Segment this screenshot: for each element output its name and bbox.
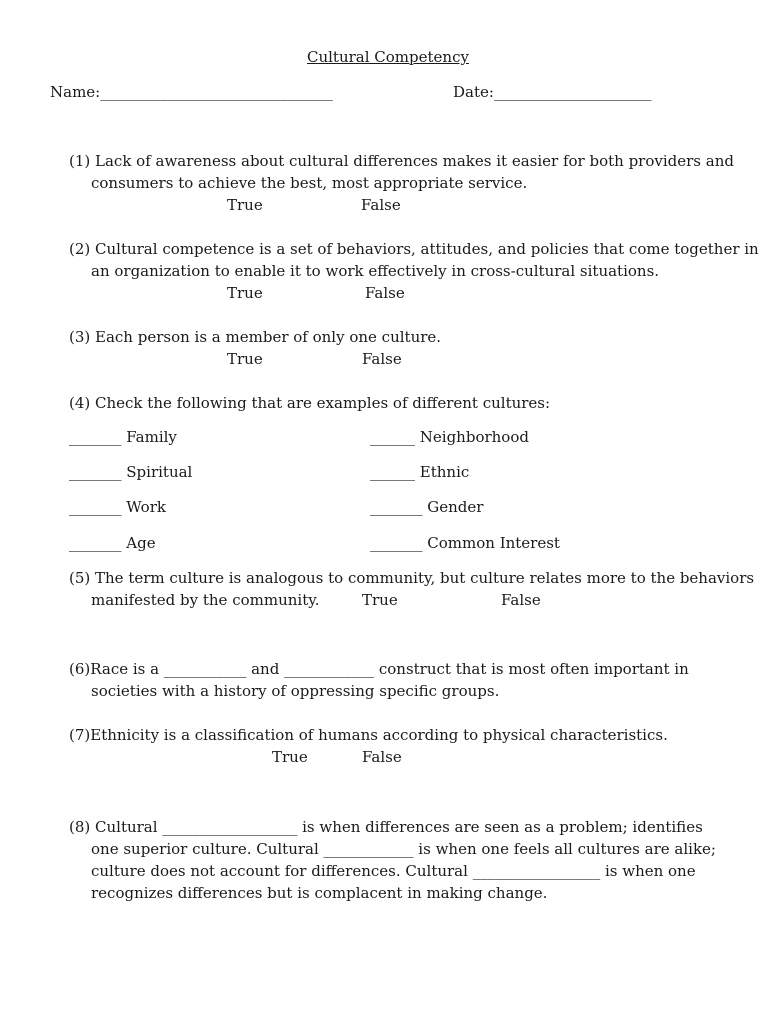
question-1-line-2: consumers to achieve the best, most appropriate service. bbox=[91, 174, 528, 192]
check-blank[interactable]: _______ bbox=[370, 498, 423, 516]
checklist-item-family[interactable] bbox=[69, 427, 177, 447]
date-field[interactable] bbox=[453, 82, 651, 102]
question-2-true-option[interactable]: True bbox=[227, 284, 263, 302]
checklist-item-ethnic[interactable] bbox=[370, 462, 469, 482]
question-1-line-1: (1) Lack of awareness about cultural differences makes it easier for both providers and bbox=[69, 152, 734, 170]
name-label: Name: bbox=[50, 83, 101, 101]
question-3-true-option[interactable]: True bbox=[227, 350, 263, 368]
question-5-true-option[interactable]: True bbox=[362, 591, 398, 609]
question-5-line-2: manifested by the community. bbox=[91, 591, 320, 609]
check-blank[interactable]: _______ bbox=[69, 428, 122, 446]
check-blank[interactable]: _______ bbox=[370, 534, 423, 552]
checklist-item-work[interactable] bbox=[69, 497, 166, 517]
date-label: Date: bbox=[453, 83, 494, 101]
question-8-line-2: one superior culture. Cultural ____________ is when one feels all cultures are alike; bbox=[91, 840, 716, 858]
date-blank[interactable]: _____________________ bbox=[493, 83, 652, 101]
question-8-line-4: recognizes differences but is complacent in making change. bbox=[91, 884, 548, 902]
question-5-false-option[interactable]: False bbox=[501, 591, 541, 609]
checklist-item-spiritual[interactable] bbox=[69, 462, 192, 482]
name-field[interactable] bbox=[50, 82, 333, 102]
question-1-true-option[interactable]: True bbox=[227, 196, 263, 214]
question-7-false-option[interactable]: False bbox=[362, 748, 402, 766]
check-blank[interactable]: ______ bbox=[370, 463, 415, 481]
checklist-item-gender[interactable] bbox=[370, 497, 483, 517]
checklist-item-neighborhood[interactable] bbox=[370, 427, 529, 447]
question-6-line-2: societies with a history of oppressing specific groups. bbox=[91, 682, 500, 700]
question-3-line-1: (3) Each person is a member of only one culture. bbox=[69, 328, 442, 346]
check-label: Spiritual bbox=[126, 463, 193, 481]
question-1-false-option[interactable]: False bbox=[361, 196, 401, 214]
check-label: Work bbox=[126, 498, 166, 516]
question-7-true-option[interactable]: True bbox=[272, 748, 308, 766]
question-3-false-option[interactable]: False bbox=[362, 350, 402, 368]
check-blank[interactable]: _______ bbox=[69, 534, 122, 552]
question-2-line-1: (2) Cultural competence is a set of behaviors, attitudes, and policies that come together in bbox=[69, 240, 759, 258]
check-label: Age bbox=[126, 534, 156, 552]
question-5-line-1: (5) The term culture is analogous to community, but culture relates more to the behaviors bbox=[69, 569, 755, 587]
question-2-false-option[interactable]: False bbox=[365, 284, 405, 302]
question-2-line-2: an organization to enable it to work effectively in cross-cultural situations. bbox=[91, 262, 660, 280]
question-6-line-1: (6)Race is a ___________ and ____________ construct that is most often important in bbox=[69, 660, 689, 678]
question-4-prompt: (4) Check the following that are examples of different cultures: bbox=[69, 394, 551, 412]
page-title: Cultural Competency bbox=[307, 48, 469, 66]
question-8-line-3: culture does not account for differences. Cultural _________________ is when one bbox=[91, 862, 696, 880]
check-blank[interactable]: _______ bbox=[69, 498, 122, 516]
checklist-item-age[interactable] bbox=[69, 533, 156, 553]
check-label: Family bbox=[126, 428, 177, 446]
checklist-item-common-interest[interactable] bbox=[370, 533, 560, 553]
question-8-line-1: (8) Cultural __________________ is when differences are seen as a problem; identifies bbox=[69, 818, 703, 836]
name-blank[interactable]: _______________________________ bbox=[100, 83, 333, 101]
question-7-line-1: (7)Ethnicity is a classification of humans according to physical characteristics. bbox=[69, 726, 668, 744]
check-label: Common Interest bbox=[427, 534, 560, 552]
check-label: Neighborhood bbox=[419, 428, 529, 446]
check-label: Gender bbox=[427, 498, 484, 516]
check-label: Ethnic bbox=[419, 463, 470, 481]
check-blank[interactable]: _______ bbox=[69, 463, 122, 481]
check-blank[interactable]: ______ bbox=[370, 428, 415, 446]
